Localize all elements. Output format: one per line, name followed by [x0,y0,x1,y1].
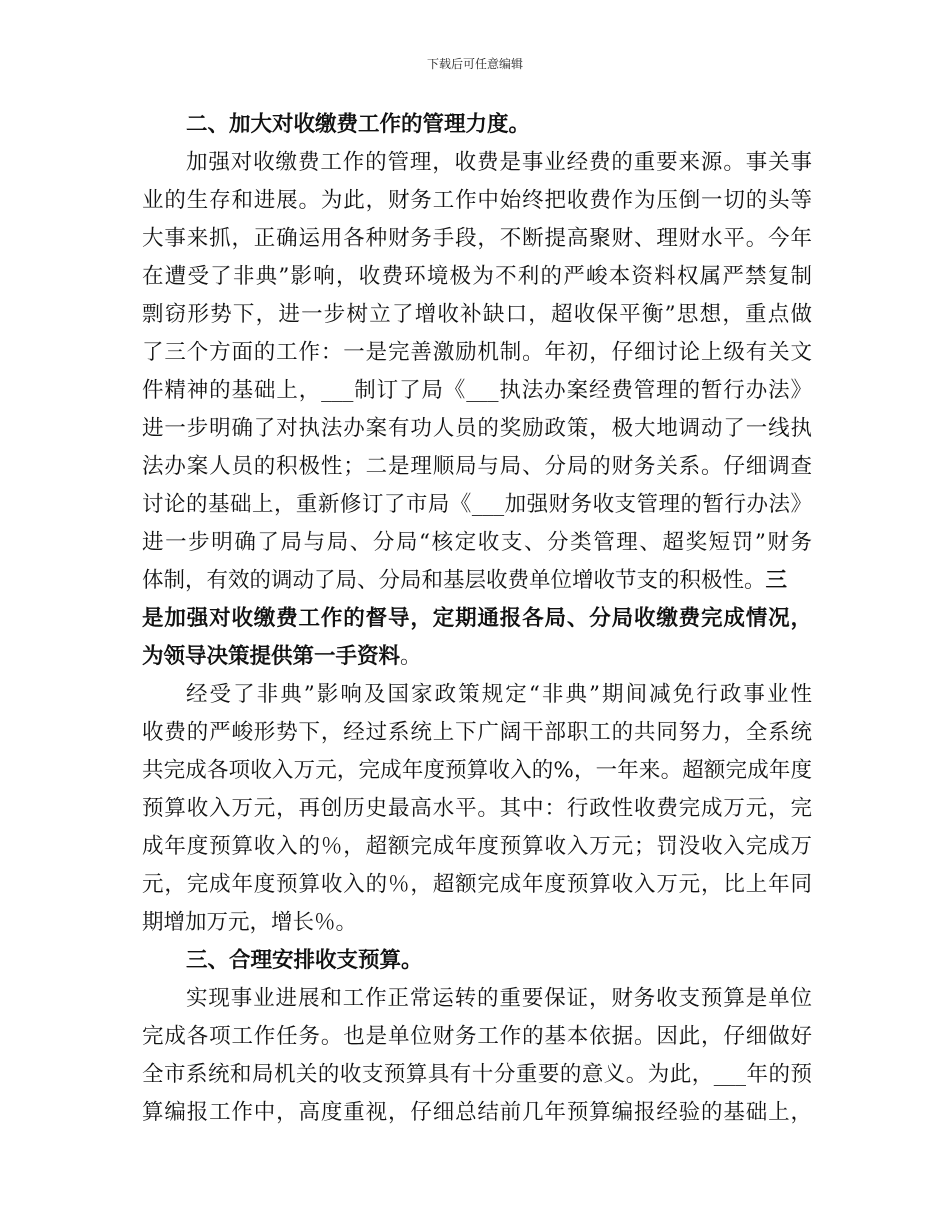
section-heading-2: 二、加大对收缴费工作的管理力度。 [186,112,531,137]
paragraph-line: 实现事业进展和工作正常运转的重要保证，财务收支预算是单位 [186,986,812,1011]
text-run: 体制，有效的调动了局、分局和基层收费单位增收节支的积极性。 [142,568,766,593]
paragraph-line: 业的生存和进展。为此，财务工作中始终把收费作为压倒一切的头等 [142,188,812,213]
paragraph-line: 期增加万元，增长％。 [142,910,358,935]
bold-text-run: 为领导决策提供第一手资料 [142,644,401,669]
paragraph-line: 成年度预算收入的％，超额完成年度预算收入万元；罚没收入完成万 [142,834,812,859]
paragraph-line: 收费的严峻形势下，经过系统上下广阔干部职工的共同努力，全系统 [142,720,812,745]
paragraph-line: 件精神的基础上，___制订了局《___执法办案经费管理的暂行办法》 [142,378,812,403]
paragraph-line-mixed [142,640,812,674]
paragraph-line: 在遭受了非典”影响，收费环境极为不利的严峻本资料权属严禁复制 [142,264,812,289]
paragraph-line: 了三个方面的工作：一是完善激励机制。年初，仔细讨论上级有关文 [142,340,812,365]
paragraph-line: 进一步明确了局与局、分局“核定收支、分类管理、超奖短罚”财务 [142,530,812,555]
bold-text-run: 三 [765,568,788,593]
paragraph-line: 元，完成年度预算收入的％，超额完成年度预算收入万元，比上年同 [142,872,812,897]
paragraph-line: 算编报工作中，高度重视，仔细总结前几年预算编报经验的基础上， [142,1100,812,1125]
paragraph-line: 预算收入万元，再创历史最高水平。其中：行政性收费完成万元，完 [142,796,812,821]
paragraph-line: 法办案人员的积极性；二是理顺局与局、分局的财务关系。仔细调查 [142,454,812,479]
paragraph-line: 经受了非典”影响及国家政策规定“非典”期间减免行政事业性 [186,682,812,707]
paragraph-line: 共完成各项收入万元，完成年度预算收入的%，一年来。超额完成年度 [142,758,812,783]
text-run: 。 [400,644,422,669]
paragraph-line-mixed [142,564,812,598]
paragraph-line-bold: 是加强对收缴费工作的督导，定期通报各局、分局收缴费完成情况， [142,606,812,631]
section-heading-3: 三、合理安排收支预算。 [186,948,423,973]
paragraph-line: 讨论的基础上，重新修订了市局《___加强财务收支管理的暂行办法》 [142,492,812,517]
paragraph-line: 全市系统和局机关的收支预算具有十分重要的意义。为此，___年的预 [142,1062,812,1087]
paragraph-line: 大事来抓，正确运用各种财务手段，不断提高聚财、理财水平。今年 [142,226,812,251]
paragraph-line: 剽窃形势下，进一步树立了增收补缺口，超收保平衡”思想，重点做 [142,302,812,327]
page-header: 下载后可任意编辑 [426,57,523,71]
paragraph-line: 进一步明确了对执法办案有功人员的奖励政策，极大地调动了一线执 [142,416,812,441]
paragraph-line: 加强对收缴费工作的管理，收费是事业经费的重要来源。事关事 [186,150,812,175]
paragraph-line: 完成各项工作任务。也是单位财务工作的基本依据。因此，仔细做好 [142,1024,812,1049]
